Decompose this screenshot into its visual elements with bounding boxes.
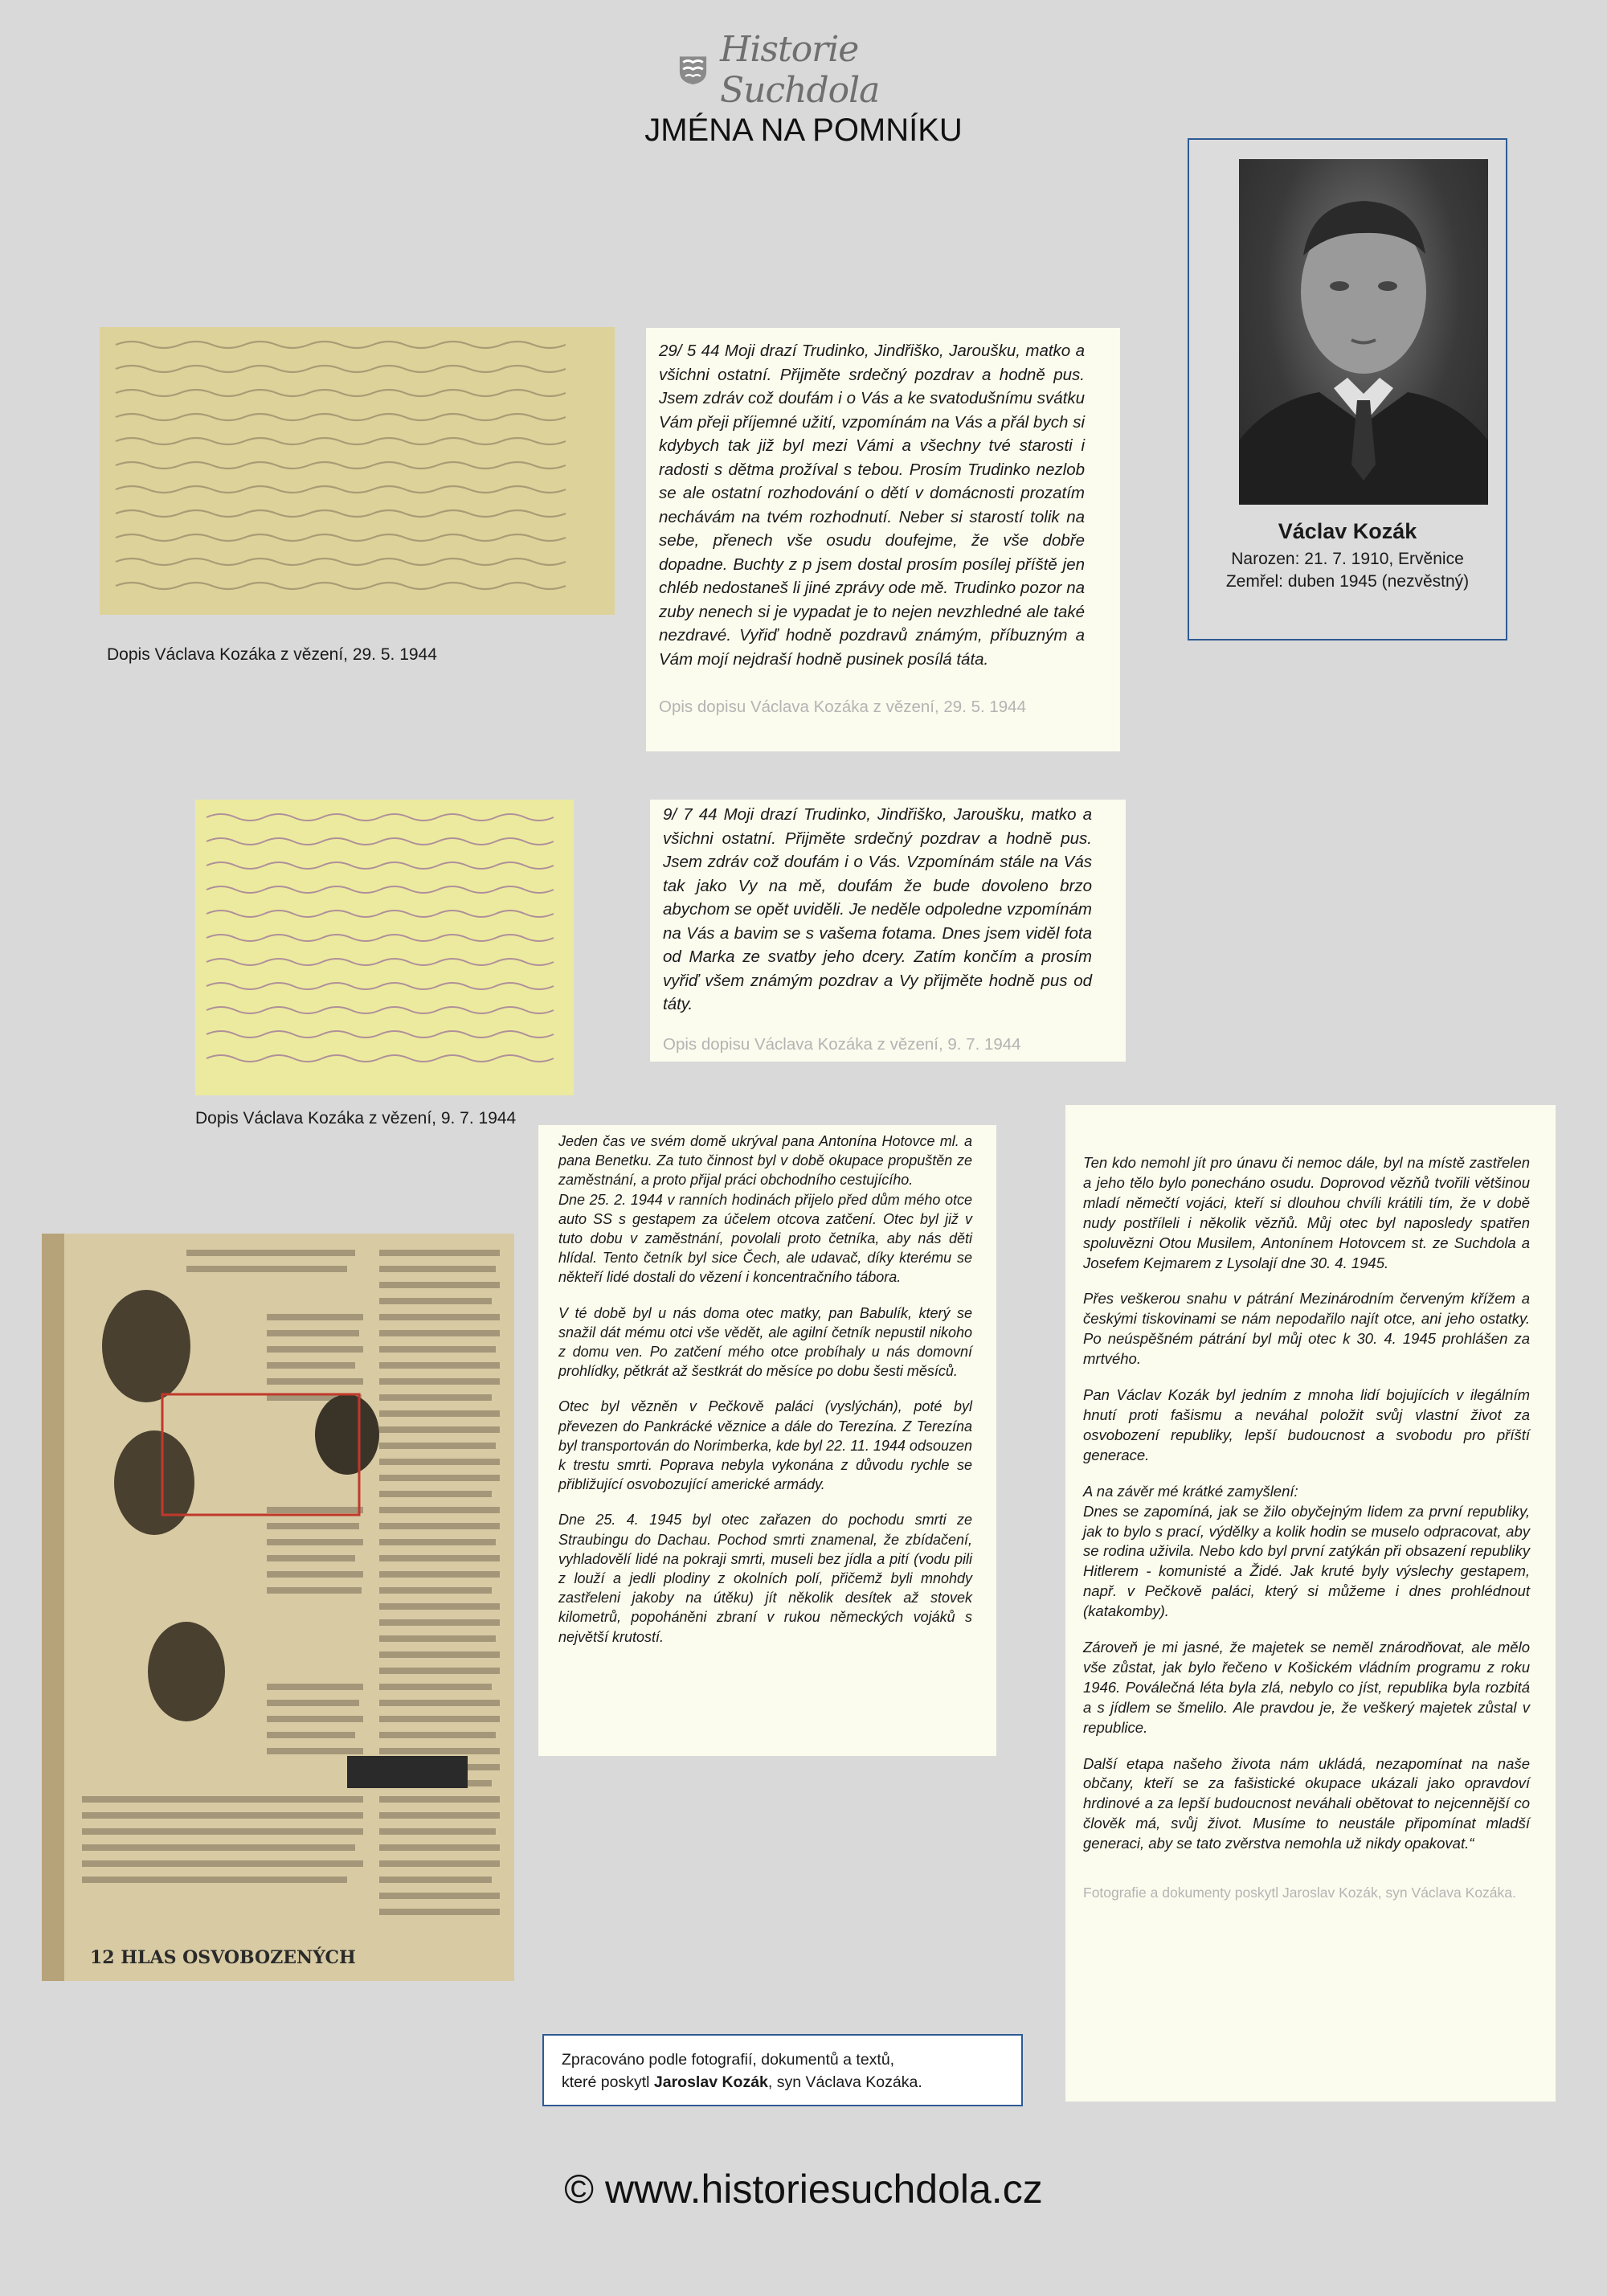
person-name: Václav Kozák — [1278, 519, 1417, 543]
story-paragraph-1: Jeden čas ve svém domě ukrýval pana Antonína Hotovce ml. a pana Benetku. Za tuto činnost byl v době okupace propuštěn ze zaměstnání, a proto přijal práci obchodního cestujícího. Dne 25. 2. 1944 v ranních hodinách přijelo před dům mého otce auto SS s gestapem za účelem otcova zatčení. Otec byl již v tuto dobu v zaměstnání, povolali proto četníka, aby nás děti hlídal. Tento četník byl sice Čech, ale udavač, díky kterému se někteří lidé dostali do vězení i koncentračního tábora. — [558, 1133, 972, 1286]
story-right-paragraph-2: Přes veškerou snahu v pátrání Mezinárodním červeným křížem a českými tiskovinami se nám nepodařilo najít otce, ani jeho ostatky. Po neúspěšném pátrání byl můj otec k 30. 4. 1945 prohlášen za mrtvého. — [1083, 1290, 1530, 1368]
newspaper-masthead: 12 HLAS OSVOBOZENÝCH — [90, 1947, 356, 1968]
birth-info: Narozen: 21. 7. 1910, Ervěnice — [1231, 550, 1464, 568]
story-paragraph-4: Dne 25. 4. 1945 byl otec zařazen do pochodu smrti ze Straubingu do Dachau. Pochod smrti znamenal, že zbídačení, vyhladovělí lidé na pokraji smrti, museli bez jídla a pití (vodu pili z louží a jedli plodiny z okolních polí, přičemž byli mnohdy zastřeleni jakoby na útěku) jít několik desítek až stovek kilometrů, popoháněni zbraní v rukou německých vojáků s největší krutostí. — [558, 1512, 972, 1645]
credit-line-1: Zpracováno podle fotografií, dokumentů a textů, — [562, 2051, 895, 2069]
credit-line-2: které poskytl Jaroslav Kozák, syn Václava Kozáka. — [562, 2073, 922, 2091]
story-right-paragraph-4: A na závěr mé krátké zamyšlení: Dnes se zapomíná, jak se žilo obyčejným lidem za první republiky, jak to bylo s prací, výdělky a kolik hodin se muselo odpracovat, aby se rodina uživila. Nebo kdo byl první zatýkán při obsazení republiky Hitlerem - komunisté a Židé. Jak kruté byly výslechy gestapem, např. v Pečkově paláci, který si můžeme i dnes prohlédnout (katakomby). — [1083, 1482, 1530, 1620]
story-right-paragraph-3: Pan Václav Kozák byl jedním z mnoha lidí bojujících v ilegálním hnutí proti fašismu a neváhal položit svůj vlastní život za osvobození republiky, lepší budoucnost a svobodu pro příští generace. — [1083, 1386, 1530, 1463]
story-right-paragraph-6: Další etapa našeho života nám ukládá, nezapomínat na naše občany, kteří se za fašistické okupace ukázali jako opravdoví hrdinové a za lepší budoucnost neváhali obětovat to nejcennější co člověk má, svůj život. Musíme to neustále připomínat mladší generaci, aby se tato zvěrstva nemohla už nikdy opakovat.“ — [1083, 1754, 1530, 1852]
letter-2-caption: Dopis Václava Kozáka z vězení, 9. 7. 1944 — [195, 1109, 517, 1128]
letter-photo-1 — [100, 327, 615, 615]
letter-1-note: Opis dopisu Václava Kozáka z vězení, 29. 5. 1944 — [659, 698, 1026, 716]
footer-copyright[interactable]: © www.historiesuchdola.cz — [564, 2167, 1043, 2212]
letter-2-transcript: 9/ 7 44 Moji drazí Trudinko, Jindřiško, Jaroušku, matko a všichni ostatní. Přijměte srdečný pozdrav a hodně pus. Jsem zdráv což doufám i o Vás. Vzpomínám stále na Vás tak jako Vy na mě, doufám že bude dovoleno brzo abychom se opět uviděli. Je neděle odpoledne vzpomínám na Vás a bavim se s vašema fotama. Dnes jsem viděl fota od Marka ze svatby jeho dcery. Zatím končím a prosím vyřiď všem známým pozdrav a Vy přijměte hodně pus od táty. — [663, 805, 1092, 1013]
letter-photo-2 — [195, 800, 574, 1095]
newspaper-clipping — [42, 1234, 514, 1981]
story-middle-card — [538, 1125, 996, 1756]
credit-author: Jaroslav Kozák — [653, 2073, 768, 2091]
letter-2-transcript-card — [650, 800, 1126, 1062]
story-right-paragraph-5: Zároveň je mi jasné, že majetek se neměl znárodňovat, ale mělo vše zůstat, jak bylo řečeno v Košickém vládním programu z roku 1946. Poválečná léta byla zlá, nebylo co jíst, republika byla rozbitá a s jídlem se šmelilo. Ale pravdou je, že veškerý majetek zůstal v republice. — [1083, 1639, 1530, 1736]
site-name: Historie Suchdola — [719, 29, 880, 111]
letter-1-caption: Dopis Václava Kozáka z vězení, 29. 5. 1944 — [107, 645, 437, 664]
story-right-note: Fotografie a dokumenty poskytl Jaroslav Kozák, syn Václava Kozáka. — [1083, 1885, 1516, 1901]
story-paragraph-3: Otec byl vězněn v Pečkově paláci (vyslýchán), poté byl převezen do Pankrácké věznice a dále do Terezína. Z Terezína byl transportován do Norimberka, kde byl 22. 11. 1944 odsouzen k trestu smrti. Poprava nebyla vykonána z důvodu rychle se přibližující osvobozující americké armády. — [558, 1398, 972, 1493]
site-logo — [677, 29, 943, 111]
letter-1-transcript: 29/ 5 44 Moji drazí Trudinko, Jindřiško, Jaroušku, matko a všichni ostatní. Přijměte srdečný pozdrav a hodně pus. Jsem zdráv což doufám i o Vás a ke svatodušnímu svátku Vám přeji příjemné užití, vzpomínám na Vás a přál bych si kdybych tak již byl mezi Vámi a všechny tvé starosti i radosti s dětma prožíval s tebou. Prosím Trudinko nezlob se ale ostatní rozhodování o dětí v domácnosti prozatím nechávám na tvém rozhodnutí. Neber si starostí tolik na sebe, přenech vše osudu doufejme, že vše dobře dopadne. Buchty z p jsem dostal prosím posílej příště jen chléb nedostaneš li jiné zprávy ode mě. Trudinko pozor na zuby nenech si je vypadat je to nejen nevzhledné ale také nezdravé. Vyřiď hodně pozdravů známým, příbuzným a Vám mojí nejdraší hodně pusinek posílá táta. — [659, 342, 1085, 669]
letter-1-transcript-card — [646, 328, 1120, 751]
letter-2-note: Opis dopisu Václava Kozáka z vězení, 9. 7. 1944 — [663, 1034, 1021, 1054]
portrait-card — [1188, 138, 1507, 641]
credit-box — [542, 2034, 1023, 2106]
death-info: Zemřel: duben 1945 (nezvěstný) — [1225, 572, 1470, 591]
story-right-paragraph-1: Ten kdo nemohl jít pro únavu či nemoc dále, byl na místě zastřelen a jeho tělo bylo ponecháno osudu. Doprovod vězňů tvořili většinou mladí němečtí vojáci, kteří si dlouhou chvíli krátili tím, že v době nudy postříleli i několik vězňů. Můj otec byl naposledy spatřen spoluvězni Otou Musilem, Antonínem Hotovcem st. ze Suchdola a Josefem Kejmarem z Lysolají dne 30. 4. 1945. — [1083, 1154, 1530, 1271]
story-right-card — [1065, 1105, 1556, 2102]
portrait-photo — [1239, 159, 1488, 505]
page-title: JMÉNA NA POMNÍKU — [644, 113, 963, 148]
story-paragraph-2: V té době byl u nás doma otec matky, pan Babulík, který se snažil dát mému otci vše vědět, ale agilní četník nepustil nikoho z domu ven. Po zatčení mého otce probíhaly u nás domovní prohlídky, pětkrát až šestkrát do měsíce po dobu šesti měsíců. — [558, 1304, 972, 1380]
crest-icon — [677, 48, 709, 92]
